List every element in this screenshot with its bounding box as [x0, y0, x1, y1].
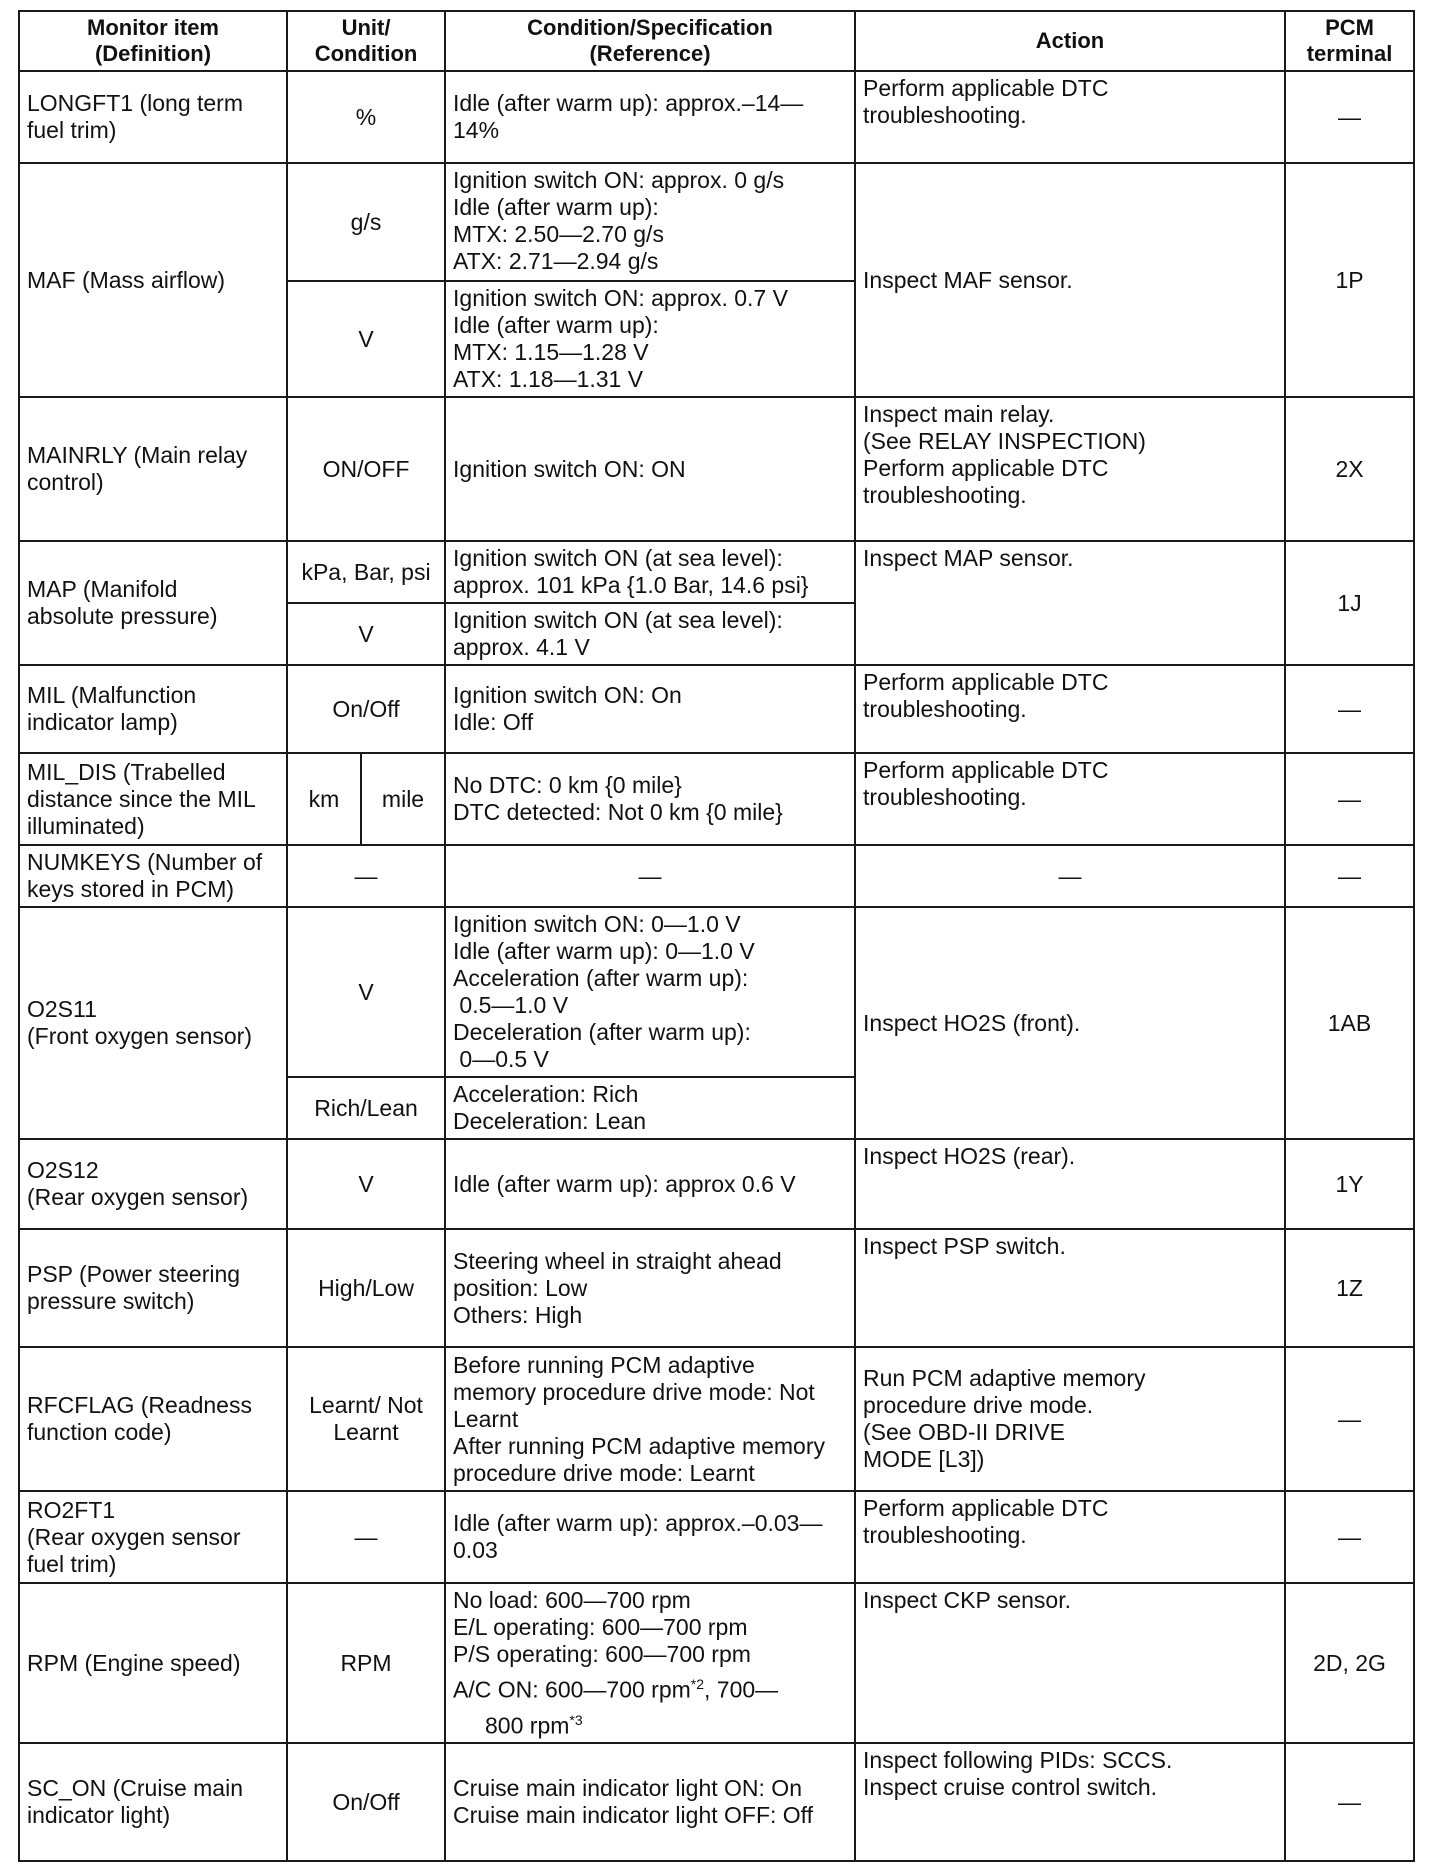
condition-cell: —	[445, 845, 855, 907]
monitor-item-cell: O2S12 (Rear oxygen sensor)	[19, 1139, 287, 1229]
monitor-item-cell: MAP (Manifold absolute pressure)	[19, 541, 287, 665]
unit-cell: V	[287, 907, 445, 1077]
unit-cell: %	[287, 71, 445, 163]
header-condition: Condition/Specification (Reference)	[445, 11, 855, 71]
table-row	[19, 1743, 1414, 1861]
terminal-cell: 2X	[1285, 397, 1414, 541]
monitor-item-cell: PSP (Power steering pressure switch)	[19, 1229, 287, 1347]
action-cell: Run PCM adaptive memory procedure drive mode. (See OBD-II DRIVE MODE [L3])	[855, 1347, 1285, 1491]
unit-cell: —	[287, 845, 445, 907]
table-row	[19, 1583, 1414, 1743]
action-cell: Inspect HO2S (front).	[855, 907, 1285, 1139]
terminal-cell: 1J	[1285, 541, 1414, 665]
action-cell: —	[855, 845, 1285, 907]
condition-cell: No DTC: 0 km {0 mile} DTC detected: Not 0 km {0 mile}	[445, 753, 855, 845]
terminal-cell: 1Y	[1285, 1139, 1414, 1229]
monitor-item-cell: LONGFT1 (long term fuel trim)	[19, 71, 287, 163]
action-cell: Perform applicable DTC troubleshooting.	[855, 1491, 1285, 1583]
table-row	[19, 753, 1414, 845]
terminal-cell: —	[1285, 665, 1414, 753]
action-cell: Inspect HO2S (rear).	[855, 1139, 1285, 1229]
header-unit: Unit/ Condition	[287, 11, 445, 71]
monitor-item-cell: NUMKEYS (Number of keys stored in PCM)	[19, 845, 287, 907]
action-cell: Inspect PSP switch.	[855, 1229, 1285, 1347]
terminal-cell: 1P	[1285, 163, 1414, 397]
terminal-cell: 1AB	[1285, 907, 1414, 1139]
monitor-item-cell: MAF (Mass airflow)	[19, 163, 287, 397]
table-row	[19, 163, 1414, 281]
action-cell: Perform applicable DTC troubleshooting.	[855, 71, 1285, 163]
condition-cell: Ignition switch ON (at sea level): approx. 4.1 V	[445, 603, 855, 665]
condition-cell: Idle (after warm up): approx.–0.03— 0.03	[445, 1491, 855, 1583]
terminal-cell: —	[1285, 845, 1414, 907]
condition-cell: Steering wheel in straight ahead position: Low Others: High	[445, 1229, 855, 1347]
terminal-cell: 1Z	[1285, 1229, 1414, 1347]
table-row	[19, 845, 1414, 907]
terminal-cell: —	[1285, 1491, 1414, 1583]
terminal-cell: —	[1285, 1347, 1414, 1491]
condition-cell: Ignition switch ON: approx. 0 g/s Idle (after warm up): MTX: 2.50—2.70 g/s ATX: 2.71—2.94 g/s	[445, 163, 855, 281]
unit-cell: V	[287, 1139, 445, 1229]
condition-cell: Ignition switch ON: 0—1.0 V Idle (after warm up): 0—1.0 V Acceleration (after warm up): 0.5—1.0 V Deceleration (after warm up): 0—0.5 V	[445, 907, 855, 1077]
header-action: Action	[855, 11, 1285, 71]
condition-cell: Idle (after warm up): approx.–14— 14%	[445, 71, 855, 163]
header-terminal: PCM terminal	[1285, 11, 1414, 71]
monitor-item-cell: MIL_DIS (Trabelled distance since the MIL illuminated)	[19, 753, 287, 845]
action-cell: Inspect main relay. (See RELAY INSPECTION) Perform applicable DTC troubleshooting.	[855, 397, 1285, 541]
monitor-item-cell: MAINRLY (Main relay control)	[19, 397, 287, 541]
unit-cell: V	[287, 603, 445, 665]
condition-cell: Ignition switch ON: ON	[445, 397, 855, 541]
unit-cell: On/Off	[287, 1743, 445, 1861]
terminal-cell: —	[1285, 1743, 1414, 1861]
unit-cell: kPa, Bar, psi	[287, 541, 445, 603]
unit-cell: On/Off	[287, 665, 445, 753]
condition-cell: Cruise main indicator light ON: On Cruise main indicator light OFF: Off	[445, 1743, 855, 1861]
condition-cell: Idle (after warm up): approx 0.6 V	[445, 1139, 855, 1229]
unit-cell: V	[287, 281, 445, 397]
condition-cell: Before running PCM adaptive memory procedure drive mode: Not Learnt After running PCM adaptive memory procedure drive mode: Learnt	[445, 1347, 855, 1491]
condition-cell: Ignition switch ON: approx. 0.7 V Idle (after warm up): MTX: 1.15—1.28 V ATX: 1.18—1.31 V	[445, 281, 855, 397]
table-row	[19, 71, 1414, 163]
header-monitor-item: Monitor item (Definition)	[19, 11, 287, 71]
monitor-items-table	[18, 10, 1415, 1862]
condition-cell: Ignition switch ON: On Idle: Off	[445, 665, 855, 753]
unit-km-cell: km	[287, 753, 361, 845]
action-cell: Inspect CKP sensor.	[855, 1583, 1285, 1743]
condition-cell: No load: 600—700 rpm E/L operating: 600—700 rpm P/S operating: 600—700 rpm A/C ON: 600—700 rpm$^{*2}$, 700— 800 rpm$^{*3}$	[445, 1583, 855, 1743]
action-cell: Inspect MAF sensor.	[855, 163, 1285, 397]
action-cell: Perform applicable DTC troubleshooting.	[855, 753, 1285, 845]
table-row	[19, 907, 1414, 1077]
monitor-item-cell: RPM (Engine speed)	[19, 1583, 287, 1743]
action-cell: Inspect MAP sensor.	[855, 541, 1285, 665]
terminal-cell: 2D, 2G	[1285, 1583, 1414, 1743]
table-row	[19, 665, 1414, 753]
unit-cell: Learnt/ Not Learnt	[287, 1347, 445, 1491]
action-cell: Inspect following PIDs: SCCS. Inspect cruise control switch.	[855, 1743, 1285, 1861]
action-cell: Perform applicable DTC troubleshooting.	[855, 665, 1285, 753]
monitor-item-cell: RFCFLAG (Readness function code)	[19, 1347, 287, 1491]
condition-cell: Acceleration: Rich Deceleration: Lean	[445, 1077, 855, 1139]
unit-cell: ON/OFF	[287, 397, 445, 541]
condition-cell: Ignition switch ON (at sea level): approx. 101 kPa {1.0 Bar, 14.6 psi}	[445, 541, 855, 603]
unit-cell: RPM	[287, 1583, 445, 1743]
table-row	[19, 1347, 1414, 1491]
table-row	[19, 1139, 1414, 1229]
table-row	[19, 541, 1414, 603]
unit-cell: High/Low	[287, 1229, 445, 1347]
table-row	[19, 1229, 1414, 1347]
monitor-item-cell: MIL (Malfunction indicator lamp)	[19, 665, 287, 753]
unit-cell: Rich/Lean	[287, 1077, 445, 1139]
table-row	[19, 397, 1414, 541]
unit-cell: —	[287, 1491, 445, 1583]
monitor-item-cell: SC_ON (Cruise main indicator light)	[19, 1743, 287, 1861]
terminal-cell: —	[1285, 71, 1414, 163]
table-header-row	[19, 11, 1414, 71]
table-row	[19, 1491, 1414, 1583]
terminal-cell: —	[1285, 753, 1414, 845]
monitor-item-cell: O2S11 (Front oxygen sensor)	[19, 907, 287, 1139]
monitor-item-cell: RO2FT1 (Rear oxygen sensor fuel trim)	[19, 1491, 287, 1583]
unit-mile-cell: mile	[361, 753, 445, 845]
unit-cell: g/s	[287, 163, 445, 281]
